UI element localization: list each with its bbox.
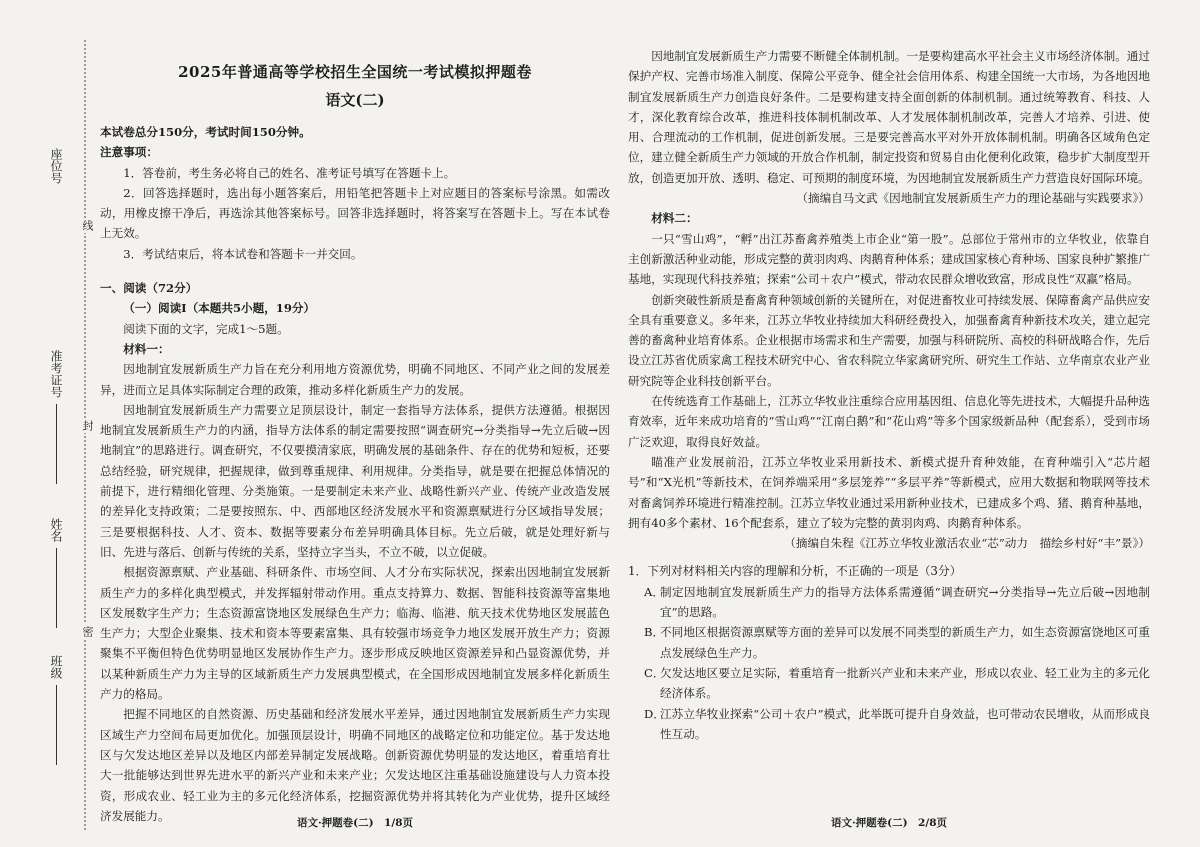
article-paragraph: 因地制宜发展新质生产力旨在充分利用地方资源优势，明确不同地区、不同产业之间的发展差异，进而立足具体实际制定合理的政策，推动多样化新质生产力的发展。: [100, 362, 610, 397]
note-item: 1．答卷前，考生务必将自己的姓名、准考证号填写在答题卡上。: [123, 165, 456, 180]
source-citation-1: （摘编自马文武《因地制宜发展新质生产力的理论基础与实践要求》）: [796, 191, 1150, 206]
option-text: 制定因地制宜发展新质生产力的指导方法体系需遵循“调查研究→分类指导→先立后破→因地制宜”的思路。: [660, 584, 1150, 620]
exam-title: 2025年普通高等学校招生全国统一考试模拟押题卷: [178, 63, 532, 81]
section-title: 一、阅读（72分）: [100, 281, 198, 296]
seat-field[interactable]: [48, 148, 65, 184]
name-field[interactable]: [48, 518, 65, 628]
right-footer: 语文·押题卷(二) 2/8页: [830, 817, 948, 829]
binding-dotted-line: [84, 40, 86, 830]
article-paragraph: 把握不同地区的自然资源、历史基础和经济发展水平差异，通过因地制宜发展新质生产力实现区域生产力空间布局更加优化。加强顶层设计，明确不同地区的战略定位和功能定位。基于发达地区与欠发达地区差异以及地区内部差异制定发展战略。创新资源优势明显的发达地区，着重培育壮大一批能够达到世界先进水平的新兴产业和未来产业；欠发达地区注重基础设施建设与人力资本投资，形成农业、轻工业为主的多元化经济体系，挖掘资源优势并将其转化为产业优势，提升区域经济发展能力。: [100, 707, 610, 823]
question-options: [628, 582, 1150, 744]
notes-list: [100, 163, 610, 264]
note-item: 3．考试结束后，将本试卷和答题卡一并交回。: [123, 246, 363, 261]
reading-instruction: 阅读下面的文字，完成1～5题。: [123, 321, 289, 336]
option-text: 江苏立华牧业探索“公司＋农户”模式，此举既可提升自身效益，也可带动农民增收，从而形成良性互动。: [660, 706, 1150, 741]
class-label: 班级: [49, 655, 63, 679]
article-paragraph: 因地制宜发展新质生产力需要不断健全体制机制。一是要构建高水平社会主义市场经济体制。通过保护产权、完善市场准入制度、保障公平竞争、健全社会信用体系、构建全国统一大市场，为各地因地制宜发展新质生产力创造良好条件。二是要构建支持全面创新的体制机制。通过统筹教育、科技、人才，深化教育综合改革，推进科技体制机制改革、人才发展体制机制改革，完善人才培养、引进、使用、合理流动的工作机制，促进创新发展。三是要完善高水平对外开放体制机制。明确各区域角色定位，建立健全新质生产力领域的开放合作机制，制定投资和贸易自由化便利化政策，稳步扩大制度型开放，创造更加开放、透明、稳定、可预期的制度环境，为因地制宜发展新质生产力营造良好国际环境。: [628, 49, 1150, 185]
name-label: 姓名: [49, 518, 63, 542]
left-page: [100, 0, 610, 847]
article-paragraph: 因地制宜发展新质生产力需要立足顶层设计，制定一套指导方法体系，提供方法遵循。根据因地制宜发展新质生产力的内涵，指导方法体系的制定需要按照“调查研究→分类指导→先立后破→因地制宜”的思路进行。调查研究，不仅要摸清家底，明确发展的基础条件、存在的优势和短板，还要总结经验，研究规律，把握规律，做到尊重规律、利用规律。分类指导，就是要在把握总体情况的前提下，进行精细化管理、分类施策。一是要制定未来产业、战略性新兴产业、传统产业改造发展的差异化支持政策；二是要按照东、中、西部地区经济发展水平和资源禀赋进行分区域指导发展；三是要根据科技、人才、资本、数据等要素分布差异明确具体目标。先立后破，就是处理好新与旧、先进与落后、创新与传统的关系，坚持立字当头，不立不破，以立促破。: [100, 402, 610, 559]
article-paragraph: 一只“雪山鸡”，“孵”出江苏畜禽养殖类上市企业“第一股”。总部位于常州市的立华牧业，依靠自主创新激活种业动能，形成完整的黄羽肉鸡、肉鹅育种体系；建成国家核心育种场、国家良种扩繁推广基地，实现现代科技养殖；探索“公司＋农户”模式，带动农民群众增收致富，形成良性“双赢”格局。: [628, 231, 1150, 287]
binding-mark-xian: 线: [81, 220, 94, 231]
article-paragraph: 在传统选育工作基础上，江苏立华牧业注重综合应用基因组、信息化等先进技术，大幅提升品种选育效率，近年来成功培育的“雪山鸡”“江南白鹅”和“花山鸡”等多个国家级新品种（配套系），受到市场广泛欢迎，取得良好效益。: [628, 394, 1150, 449]
question-stem: 1．下列对材料相关内容的理解和分析，不正确的一项是（3分）: [628, 564, 962, 579]
option-text: 不同地区根据资源禀赋等方面的差异可以发展不同类型的新质生产力，如生态资源富饶地区可重点发展绿色生产力。: [660, 625, 1150, 660]
class-line: [56, 685, 57, 765]
score-info: 本试卷总分150分，考试时间150分钟。: [100, 125, 311, 139]
material2-label: 材料二：: [651, 211, 698, 226]
class-field[interactable]: [48, 655, 65, 765]
seat-label: 座位号: [49, 148, 63, 184]
article-paragraph: 瞄准产业发展前沿，江苏立华牧业采用新技术、新模式提升育种效能，在育种端引入“芯片超号”和“X光机”等新技术，在饲养端采用“多层笼养”“多层平养”等新模式，应用大数据和物联网等技术对畜禽饲养环境进行精准控制。江苏立华牧业通过采用新种业技术，已建成多个鸡、猪、鹅育种基地，拥有40多个素材、16个配套系，建立了较为完整的黄羽肉鸡、肉鹅育种体系。: [628, 454, 1150, 530]
option-c[interactable]: [644, 663, 1150, 704]
article-paragraph: 根据资源禀赋、产业基础、科研条件、市场空间、人才分布实际状况，探索出因地制宜发展新质生产力的多样化典型模式，并发挥辐射带动作用。重点支持算力、数据、智能科技资源等富集地区发展数字生产力；生态资源富饶地区发展绿色生产力；临海、临港、航天技术优势地区发展蓝色生产力；大型企业聚集、技术和资本等要素富集、具有较强市场竞争力地区发展开放生产力；资源聚集不平衡但特色优势明显地区发展协作生产力。逐步形成反映地区资源差异和凸显资源优势，并以某种新质生产力为主导的区域新质生产力发展典型模式，在全国形成因地制宜发展多样化新质生产力的格局。: [100, 565, 610, 702]
source-citation-2: （摘编自朱程《江苏立华牧业激活农业“芯”动力 描绘乡村好“丰”景》）: [784, 536, 1150, 551]
option-text: 欠发达地区要立足实际，着重培育一批新兴产业和未来产业，形成以农业、轻工业为主的多元化经济体系。: [660, 665, 1150, 701]
option-key: C．: [644, 665, 665, 680]
exam-no-line: [56, 404, 57, 484]
option-a[interactable]: [644, 582, 1150, 623]
binding-mark-mi: 密: [81, 626, 94, 637]
left-body: [100, 122, 610, 826]
binding-margin: [0, 0, 100, 847]
exam-no-field[interactable]: [48, 350, 65, 484]
option-b[interactable]: [644, 622, 1150, 663]
notes-title: 注意事项：: [100, 145, 158, 160]
left-footer: 语文·押题卷(二) 1/8页: [296, 817, 414, 829]
question-1: [628, 561, 1150, 744]
exam-no-label: 准考证号: [49, 350, 63, 398]
option-d[interactable]: [644, 704, 1150, 745]
exam-subtitle: 语文(二): [325, 91, 385, 109]
option-key: D．: [644, 706, 665, 721]
option-key: A．: [644, 584, 664, 599]
option-key: B．: [644, 625, 665, 640]
binding-mark-feng: 封: [81, 420, 94, 431]
right-body: [628, 46, 1150, 744]
name-line: [56, 548, 57, 628]
article-paragraph: 创新突破性新质是畜禽育种领域创新的关键所在，对促进畜牧业可持续发展、保障畜禽产品供应安全具有重要意义。多年来，江苏立华牧业持续加大科研经费投入，加强畜禽育种新技术攻关，建立起完善的畜禽种业培育体系。企业根据市场需求和生产需要，加强与科研院所、高校的科研战略合作，先后设立江苏省优质家禽工程技术研究中心、省农科院立华家禽研究所、研究生工作站、立华南京农业产业研究院等企业科技创新平台。: [628, 292, 1150, 388]
right-page: [628, 0, 1150, 847]
subsection-title: （一）阅读Ⅰ（本题共5小题，19分）: [123, 301, 316, 316]
note-item: 2．回答选择题时，选出每小题答案后，用铅笔把答题卡上对应题目的答案标号涂黑。如需改动，用橡皮擦干净后，再选涂其他答案标号。回答非选择题时，将答案写在答题卡上。写在本试卷上无效。: [100, 185, 610, 241]
material1-label: 材料一：: [123, 341, 170, 356]
